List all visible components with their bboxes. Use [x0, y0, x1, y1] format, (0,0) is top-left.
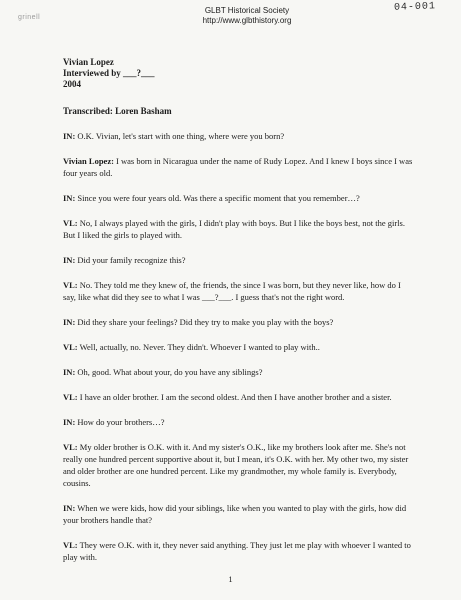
- transcript-paragraph: [63, 341, 413, 353]
- transcript-paragraph: [63, 192, 413, 204]
- header-org: GLBT Historical Society: [204, 6, 290, 15]
- speaker-label: VL:: [63, 218, 78, 228]
- speaker-text: I have an older brother. I am the second oldest. And then I have another brother and a sister.: [77, 392, 392, 402]
- speaker-label: Vivian Lopez:: [63, 156, 114, 166]
- transcript-paragraph: [63, 279, 413, 303]
- speaker-label: IN:: [63, 317, 76, 327]
- speaker-text: They were O.K. with it, they never said anything. They just let me play with whoever I wanted to play with.: [63, 540, 411, 562]
- speaker-label: IN:: [63, 367, 76, 377]
- archive-stamp: grinell: [18, 14, 41, 21]
- speaker-label: IN:: [63, 503, 76, 513]
- speaker-label: VL:: [63, 540, 78, 550]
- transcript-paragraph: [63, 441, 413, 489]
- transcript-paragraph: [63, 502, 413, 526]
- speaker-label: IN:: [63, 131, 76, 141]
- speaker-text: Oh, good. What about your, do you have any siblings?: [75, 367, 263, 377]
- transcript-paragraph: [63, 254, 413, 266]
- speaker-text: When we were kids, how did your siblings, like when you wanted to play with the girls, how did your brothers handle that?: [63, 503, 407, 525]
- transcript-paragraph: [63, 155, 413, 179]
- speaker-text: Since you were four years old. Was there a specific moment that you remember…?: [75, 193, 360, 203]
- speaker-text: No, I always played with the girls, I didn't play with boys. But I like the boys best, not the girls. But I liked the girls to played with.: [63, 218, 405, 240]
- transcript-body: [63, 130, 413, 576]
- transcript-paragraph: [63, 539, 413, 563]
- page-header: [182, 6, 312, 26]
- speaker-label: IN:: [63, 417, 76, 427]
- speaker-label: VL:: [63, 442, 78, 452]
- speaker-text: My older brother is O.K. with it. And my sister's O.K., like my brothers look after me. She's not really one hundred percent supportive about it, but I mean, it's O.K. with her. My other two, my sister and older brother are one hundred percent. Like my grandmother, my whole family is. Everybody, cousins.: [63, 442, 409, 488]
- speaker-text: I was born in Nicaragua under the name of Rudy Lopez. And I knew I boys since I was four years old.: [63, 156, 413, 178]
- interview-year: 2004: [63, 79, 81, 89]
- transcript-paragraph: [63, 391, 413, 403]
- speaker-text: Did they share your feelings? Did they try to make you play with the boys?: [75, 317, 334, 327]
- speaker-label: VL:: [63, 392, 78, 402]
- page-number: 1: [228, 574, 233, 584]
- interviewer-line: Interviewed by ___?___: [63, 68, 155, 78]
- transcript-paragraph: [63, 130, 413, 142]
- speaker-text: Did your family recognize this?: [75, 255, 186, 265]
- transcript-paragraph: [63, 316, 413, 328]
- header-url: http://www.glbthistory.org: [202, 16, 292, 25]
- speaker-label: IN:: [63, 193, 76, 203]
- transcript-paragraph: [63, 217, 413, 241]
- document-number: 04-001: [393, 1, 437, 14]
- transcript-paragraph: [63, 416, 413, 428]
- speaker-label: IN:: [63, 255, 76, 265]
- speaker-text: No. They told me they knew of, the friends, the since I was born, but they never like, how do I say, like what did they see to what I was ___?___. I guess that's not the right word.: [63, 280, 401, 302]
- transcriber-line: Transcribed: Loren Basham: [63, 106, 172, 116]
- speaker-label: VL:: [63, 342, 78, 352]
- interview-meta: [63, 57, 155, 90]
- speaker-text: Well, actually, no. Never. They didn't. Whoever I wanted to play with..: [77, 342, 320, 352]
- speaker-text: O.K. Vivian, let's start with one thing, where were you born?: [75, 131, 285, 141]
- speaker-label: VL:: [63, 280, 78, 290]
- interviewee-name: Vivian Lopez: [63, 57, 114, 67]
- speaker-text: How do your brothers…?: [75, 417, 165, 427]
- transcript-paragraph: [63, 366, 413, 378]
